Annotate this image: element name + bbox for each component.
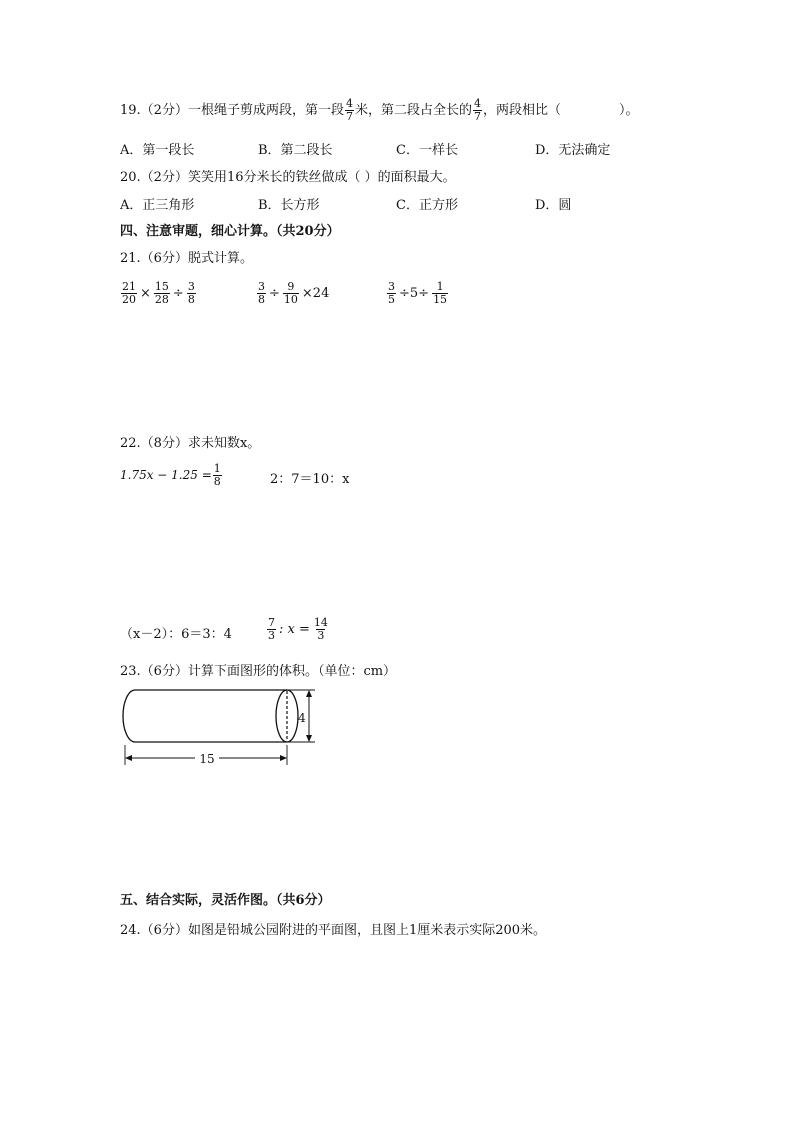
q22-equation-3: （x－2）：6＝3：4	[120, 627, 232, 642]
length-arrow-right	[280, 755, 287, 761]
q20-option-a[interactable]: A．正三角形	[120, 198, 195, 213]
q21-e3-fraction-2: $\frac{1}{15}$	[433, 280, 448, 306]
q20-option-d[interactable]: D．圆	[535, 198, 572, 213]
q19-stem	[120, 98, 639, 122]
q21-expression-2	[256, 281, 331, 305]
q19-option-d[interactable]: D．无法确定	[535, 143, 611, 158]
q19-prefix: 19.（2分）一根绳子剪成两段，第一段	[120, 102, 344, 118]
section-5-title: 五、结合实际，灵活作图。（共6分）	[120, 893, 331, 908]
q19-end: ）。	[618, 102, 639, 118]
q19-fraction-2: $\frac{4}{7}$	[473, 97, 481, 123]
q21-e2-fraction-1: $\frac{3}{8}$	[258, 280, 265, 306]
q21-e2-fraction-2: $\frac{9}{10}$	[283, 280, 298, 306]
q21-e2-operator-1: ÷	[269, 285, 280, 301]
q23-stem: 23.（6分）计算下面图形的体积。（单位：cm）	[120, 664, 397, 679]
length-arrow-left	[125, 755, 132, 761]
q24-stem: 24.（6分）如图是铅城公园附进的平面图，且图上1厘米表示实际200米。	[120, 923, 547, 938]
cylinder-left-cap	[123, 690, 135, 742]
diameter-arrow-top	[306, 690, 312, 697]
q22-stem: 22.（8分）求未知数x。	[120, 436, 261, 451]
q20-option-b[interactable]: B．长方形	[258, 198, 320, 213]
q19-option-c[interactable]: C．一样长	[396, 143, 458, 158]
q21-stem: 21.（6分）脱式计算。	[120, 251, 253, 266]
q19-option-b[interactable]: B．第二段长	[258, 143, 333, 158]
q21-e1-operator-1: ×	[140, 285, 151, 301]
q19-suffix: ，两段相比（	[482, 102, 561, 118]
q22-eq1-left: 1.75x − 1.25 =	[120, 468, 212, 483]
q22-eq1-fraction: $\frac{1}{8}$	[213, 462, 221, 488]
q21-e1-fraction-2: $\frac{15}{28}$	[154, 280, 169, 306]
q22-equation-1	[120, 463, 223, 487]
q22-equation-2: 2：7＝10：x	[270, 472, 350, 487]
cylinder-figure	[115, 685, 330, 770]
q21-e3-mid: ÷5÷	[399, 285, 430, 301]
section-4-title: 四、注意审题，细心计算。（共20分）	[120, 224, 340, 239]
diameter-arrow-bottom	[306, 735, 312, 742]
q20-stem: 20.（2分）笑笑用16分米长的铁丝做成（ ）的面积最大。	[120, 170, 456, 185]
q19-option-a[interactable]: A．第一段长	[120, 143, 195, 158]
q22-eq4-fraction-2: $\frac{14}{3}$	[313, 616, 328, 642]
q21-e1-fraction-1: $\frac{21}{20}$	[122, 280, 136, 306]
q21-expression-1	[120, 281, 197, 305]
q21-e1-fraction-3: $\frac{3}{8}$	[187, 280, 195, 306]
q21-e2-tail: ×24	[301, 285, 330, 301]
q20-option-c[interactable]: C．正方形	[396, 198, 458, 213]
length-label: 15	[199, 752, 215, 766]
q22-equation-4	[266, 617, 330, 641]
q19-mid: 米，第二段占全长的	[354, 102, 472, 118]
q19-fraction-1: $\frac{4}{7}$	[345, 97, 353, 123]
q21-e3-fraction-1: $\frac{3}{5}$	[388, 280, 395, 306]
diameter-label: 4	[298, 711, 306, 725]
q21-e1-operator-2: ÷	[172, 285, 184, 301]
q21-expression-3	[386, 281, 449, 305]
q22-eq4-mid: : x =	[279, 621, 310, 637]
q22-eq4-fraction-1: $\frac{7}{3}$	[268, 616, 275, 642]
